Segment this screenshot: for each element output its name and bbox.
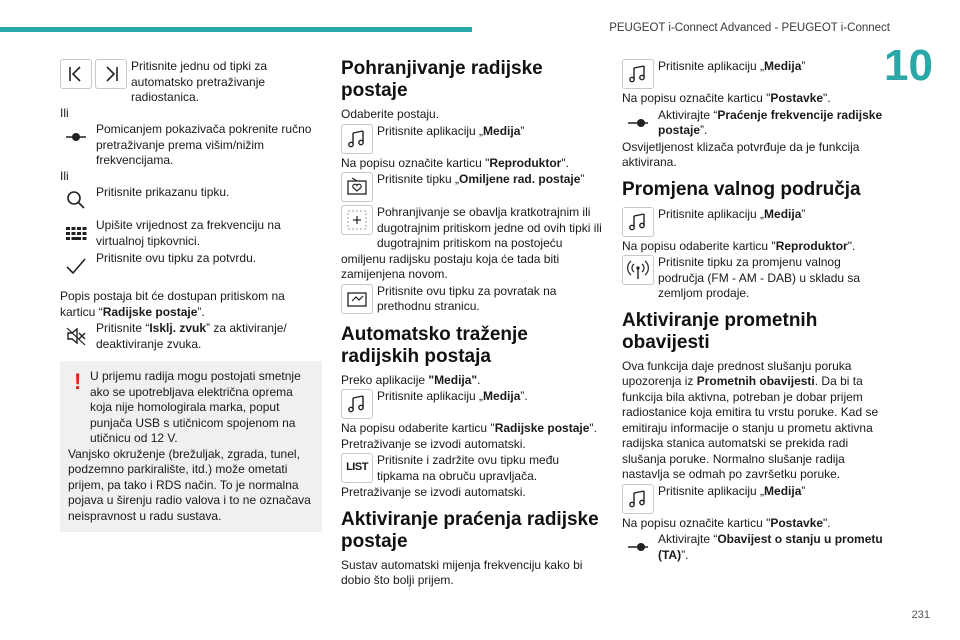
text-select-station: Odaberite postaju. <box>341 107 440 121</box>
seek-forward-icon <box>95 59 127 89</box>
antenna-icon <box>622 255 654 285</box>
text-confirm: Pritisnite ovu tipku za potvrdu. <box>96 251 257 265</box>
header-title: PEUGEOT i-Connect Advanced - PEUGEOT i-Connect <box>609 22 890 34</box>
text-tab-player-2: Na popisu odaberite karticu "Reproduktor". <box>622 238 856 253</box>
text-press-media-3: Pritisnite aplikaciju „Medija” <box>658 59 806 73</box>
seek-buttons <box>60 59 127 89</box>
text-band-change: Pritisnite tipku za promjenu valnog područja (FM - AM - DAB) u skladu sa zemljom prodaje. <box>658 255 861 300</box>
toggle-icon <box>622 532 654 562</box>
text-tab-player: Na popisu označite karticu "Reproduktor". <box>341 155 569 170</box>
item-mute <box>60 320 322 353</box>
checkmark-icon <box>60 251 92 281</box>
column-3 <box>622 58 884 564</box>
item-media-app-3 <box>622 58 884 91</box>
chapter-number: 10 <box>884 41 933 90</box>
item-slider <box>60 121 322 169</box>
text-tab-settings-1: Na popisu označite karticu "Postavke". <box>622 91 831 105</box>
text-auto-search-1: Pretraživanje se izvodi automatski. <box>341 436 526 451</box>
column-2 <box>341 58 603 589</box>
item-toggle-ta <box>622 531 884 564</box>
text-manual-search: Pomicanjem pokazivača pokrenite ručno pretraživanje prema višim/nižim frekvencijama. <box>96 122 312 167</box>
music-note-icon <box>622 207 654 237</box>
text-seek: Pritisnite jednu od tipki za automatsko pretraživanje radiostanica. <box>131 59 268 104</box>
slider-icon <box>60 122 92 152</box>
warning-text-2: Vanjsko okruženje (brežuljak, zgrada, tunel, podzemno parkiralište, itd.) može ometati prijem, pa tako i RDS način. To je normalna pojava u širenju radio valova i to ne označava neispravnost u radu sustava. <box>68 446 311 523</box>
text-press-media-4: Pritisnite aplikaciju „Medija” <box>658 206 806 221</box>
item-keyboard <box>60 217 322 250</box>
toggle-icon <box>622 108 654 138</box>
music-note-icon <box>622 59 654 89</box>
heading-band-change: Promjena valnog područja <box>622 178 861 200</box>
text-auto-search-2: Pretraživanje se izvodi automatski. <box>341 485 526 499</box>
text-hold-list: Pritisnite i zadržite ovu tipku među tipkama na obruču upravljača. <box>377 453 560 483</box>
column-1 <box>60 58 322 532</box>
text-store-method: Pohranjivanje se obavlja kratkotrajnim ili dugotrajnim pritiskom jedne od ovih tipki ili dugotrajnim pritiskom na postojeću omiljenu radijsku postaju koja će tada biti zamijenjena novom. <box>341 205 602 281</box>
back-icon <box>341 284 373 314</box>
text-station-list: Popis postaja bit će dostupan pritiskom na karticu “Radijske postaje”. <box>60 289 285 319</box>
item-search <box>60 184 322 217</box>
text-back: Pritisnite ovu tipku za povratak na prethodnu stranicu. <box>377 283 557 313</box>
text-traffic-desc: Ova funkcija daje prednost slušanju poruka upozorenja iz Prometnih obavijesti. Da bi ta funkcija bila aktivna, potreban je dobar prijem radiostanice koja emitira tu vrstu poruke. Kad se emitiraju informacije o stanju u prometu aktivna radijska stanica automatski se prekida radi slušanja poruke. Normalno slušanje radija nastavlja se odmah po završetku poruke. <box>622 358 879 481</box>
item-back <box>341 283 603 316</box>
text-activate-tracking: Aktivirajte “Praćenje frekvencije radijske postaje”. <box>658 107 883 137</box>
item-toggle-tracking <box>622 107 884 140</box>
text-press-media-5: Pritisnite aplikaciju „Medija” <box>658 483 806 498</box>
item-store <box>341 204 603 283</box>
mute-icon <box>60 321 92 351</box>
heading-store-station: Pohranjivanje radijske postaje <box>341 58 543 101</box>
text-tab-settings-2: Na popisu označite karticu "Postavke". <box>622 515 831 530</box>
warning-text-1: U prijemu radija mogu postojati smetnje ako se upotrebljava električna oprema koja nije homologirala marka, poput punjača USB s utičnicom spojenom na utičnicu od 12 V. <box>90 369 301 445</box>
heading-traffic-info: Aktiviranje prometnih obavijesti <box>622 309 818 353</box>
item-media-app-5 <box>622 483 884 516</box>
warning-icon: ! <box>74 369 82 394</box>
item-confirm <box>60 250 322 283</box>
heading-station-tracking: Aktiviranje praćenja radijske postaje <box>341 508 599 552</box>
item-media-app-2 <box>341 388 603 421</box>
plus-icon <box>341 205 373 235</box>
item-band <box>622 254 884 302</box>
text-press-media-2: Pritisnite aplikaciju „Medija”. <box>377 389 528 403</box>
item-favorites <box>341 171 603 204</box>
text-frequency-input: Upišite vrijednost za frekvenciju na virtualnoj tipkovnici. <box>96 218 281 248</box>
text-press-displayed: Pritisnite prikazanu tipku. <box>96 185 230 199</box>
header-accent-bar <box>0 27 472 32</box>
text-mute: Pritisnite “Isklj. zvuk” za aktiviranje/ deaktiviranje zvuka. <box>96 321 287 351</box>
item-list-button <box>341 452 603 485</box>
music-note-icon <box>341 389 373 419</box>
music-note-icon <box>622 484 654 514</box>
text-or-2: Ili <box>60 168 69 183</box>
text-press-media: Pritisnite aplikaciju „Medija” <box>377 123 525 138</box>
text-via-media: Preko aplikacije "Medija". <box>341 372 481 387</box>
favorite-radio-icon <box>341 172 373 202</box>
seek-back-icon <box>60 59 92 89</box>
music-note-icon <box>341 124 373 154</box>
text-tab-stations: Na popisu odaberite karticu "Radijske postaje". <box>341 421 597 435</box>
text-press-favorites: Pritisnite tipku „Omiljene rad. postaje” <box>377 172 585 186</box>
list-button-icon: LIST <box>341 453 373 483</box>
text-activate-ta: Aktivirajte “Obavijest o stanju u prometu (TA)”. <box>658 532 883 562</box>
item-seek <box>60 58 322 106</box>
text-slider-confirms: Osvijetljenost klizača potvrđuje da je funkcija aktivirana. <box>622 139 860 169</box>
text-or-1: Ili <box>60 105 69 120</box>
item-media-app-4 <box>622 206 884 239</box>
keyboard-icon <box>60 218 92 248</box>
text-tracking-desc: Sustav automatski mijenja frekvenciju kako bi dobio što bolji prijem. <box>341 557 583 587</box>
heading-auto-search: Automatsko traženje radijskih postaja <box>341 323 528 367</box>
search-icon <box>60 185 92 215</box>
item-media-app-1 <box>341 123 603 156</box>
warning-box <box>60 361 322 532</box>
page-number: 231 <box>911 609 930 621</box>
